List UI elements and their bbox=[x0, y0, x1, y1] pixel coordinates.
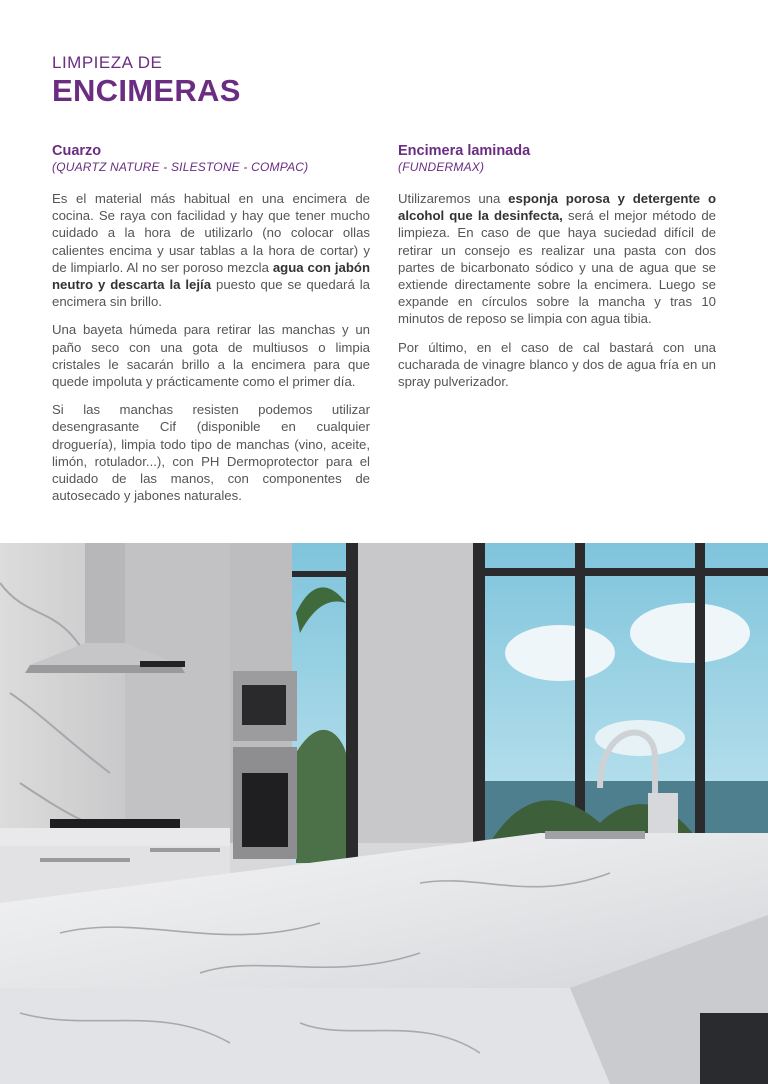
paragraph-2: Una bayeta húmeda para retirar las manchas y un paño seco con una gota de multiusos o limpia cristales le sacarán brillo a la encimera para que quede impoluta y prácticamente como el primer día. bbox=[52, 322, 370, 390]
section-subtitle: (FUNDERMAX) bbox=[398, 160, 485, 174]
paragraph-1 bbox=[52, 190, 370, 310]
page-title bbox=[52, 52, 241, 108]
paragraph-2: Por último, en el caso de cal bastará con una cucharada de vinagre blanco y dos de agua fría en un spray pulverizador. bbox=[398, 339, 716, 390]
title-prefix: LIMPIEZA DE bbox=[52, 53, 163, 72]
bold-text: agua con jabón neutro y descarta la lejía bbox=[52, 259, 370, 293]
text: Es el material más habitual en una encimera de cocina. Se raya con facilidad y hay que tener mucho cuidado a la hora de utilizarlo (no colocar ollas calientes encima y usar tablas a la hora de cortar) y de limpiarlo. Al no ser poroso mezcla bbox=[52, 191, 370, 275]
bold-text: esponja porosa y detergente o alcohol que la desinfecta, bbox=[398, 191, 717, 224]
column-laminate bbox=[398, 142, 716, 401]
title-main: ENCIMERAS bbox=[52, 73, 241, 108]
column-quartz bbox=[52, 142, 370, 515]
kitchen-photo bbox=[0, 543, 768, 1084]
text: puesto que se quedará la encimera sin brillo. bbox=[52, 277, 370, 310]
section-subtitle: (QUARTZ NATURE - SILESTONE - COMPAC) bbox=[52, 160, 309, 174]
paragraph-3: Si las manchas resisten podemos utilizar desengrasante Cif (disponible en cualquier droguería), limpia todo tipo de manchas (vino, aceite, limón, rotulador...), con PH Dermoprotector para el cuidado de las manos, con componentes de autosecado y jabones naturales. bbox=[52, 402, 370, 504]
paragraph-1 bbox=[398, 190, 716, 328]
text: será el mejor método de limpieza. En caso de que haya suciedad difícil de retirar un consejo es realizar una pasta con dos partes de bicarbonato sódico y una de agua que se extiende directamente sobre la encimera. Luego se expande en círculos sobre la mancha y tras 10 minutos de reposo se limpia con agua tibia. bbox=[398, 208, 716, 327]
section-heading: Cuarzo bbox=[52, 143, 102, 159]
section-heading: Encimera laminada bbox=[398, 143, 531, 159]
text: Utilizaremos una bbox=[398, 191, 509, 206]
